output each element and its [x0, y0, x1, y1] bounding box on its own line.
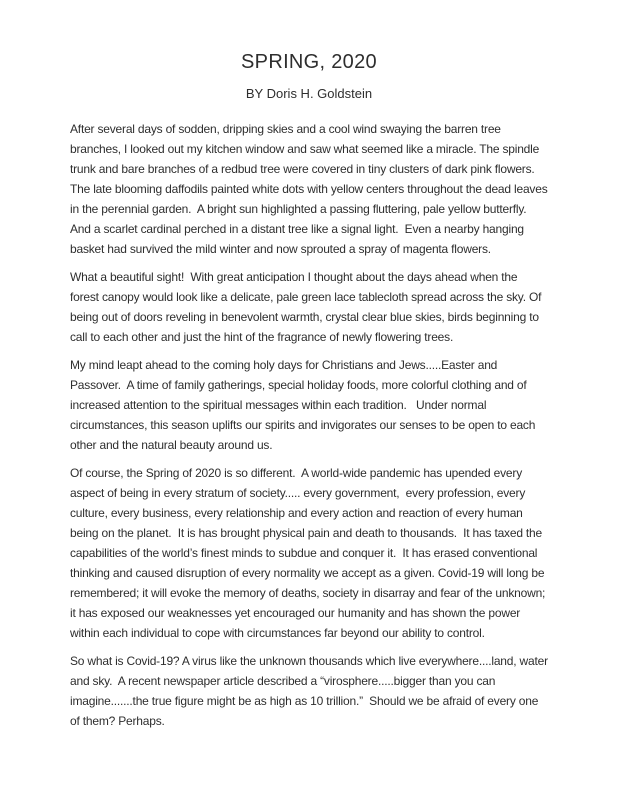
document-byline: BY Doris H. Goldstein	[245, 86, 373, 101]
paragraph-3: My mind leapt ahead to the coming holy days for Christians and Jews.....Easter and Passover. A time of family gatherings, special holiday foods, more colorful clothing and of increased attention to the spiritual messages within each tradition. Under normal circumstances, this season uplifts our spirits and invigorates our senses to be open to each other and the natural beauty around us.	[70, 358, 539, 452]
paragraph-1: After several days of sodden, dripping skies and a cool wind swaying the barren tree branches, I looked out my kitchen window and saw what seemed like a miracle. The spindle trunk and bare branches of a redbud tree were covered in tiny clusters of dark pink flowers. The late blooming daffodils painted white dots with yellow centers throughout the dead leaves in the perennial garden. A bright sun highlighted a passing fluttering, pale yellow butterfly. And a scarlet cardinal perched in a distant tree like a signal light. Even a nearby hanging basket had survived the mild winter and now sprouted a spray of magenta flowers.	[70, 122, 551, 256]
document-title: SPRING, 2020	[241, 51, 377, 73]
document-body	[70, 119, 552, 731]
paragraph-4: Of course, the Spring of 2020 is so different. A world-wide pandemic has upended every aspect of being in every stratum of society..... every government, every profession, every culture, every business, every relationship and every action and reaction of every human being on the planet. It is has brought physical pain and death to thousands. It has taxed the capabilities of the world’s finest minds to subdue and conquer it. It has erased conventional thinking and caused disruption of every normality we accept as a given. Covid-19 will long be remembered; it will evoke the memory of deaths, society in disarray and fear of the unknown; it has exposed our weaknesses yet encouraged our humanity and has shown the power within each individual to cope with circumstances far beyond our ability to control.	[70, 466, 549, 640]
paragraph-5: So what is Covid-19? A virus like the unknown thousands which live everywhere....land, water and sky. A recent newspaper article described a “virosphere.....bigger than you can imagine.......the true figure might be as high as 10 trillion.” Should we be afraid of every one of them? Perhaps.	[70, 654, 552, 728]
paragraph-2: What a beautiful sight! With great anticipation I thought about the days ahead when the forest canopy would look like a delicate, pale green lace tablecloth spread across the sky. Of being out of doors reveling in benevolent warmth, crystal clear blue skies, birds beginning to call to each other and just the hint of the fragrance of newly flowering trees.	[70, 270, 545, 344]
